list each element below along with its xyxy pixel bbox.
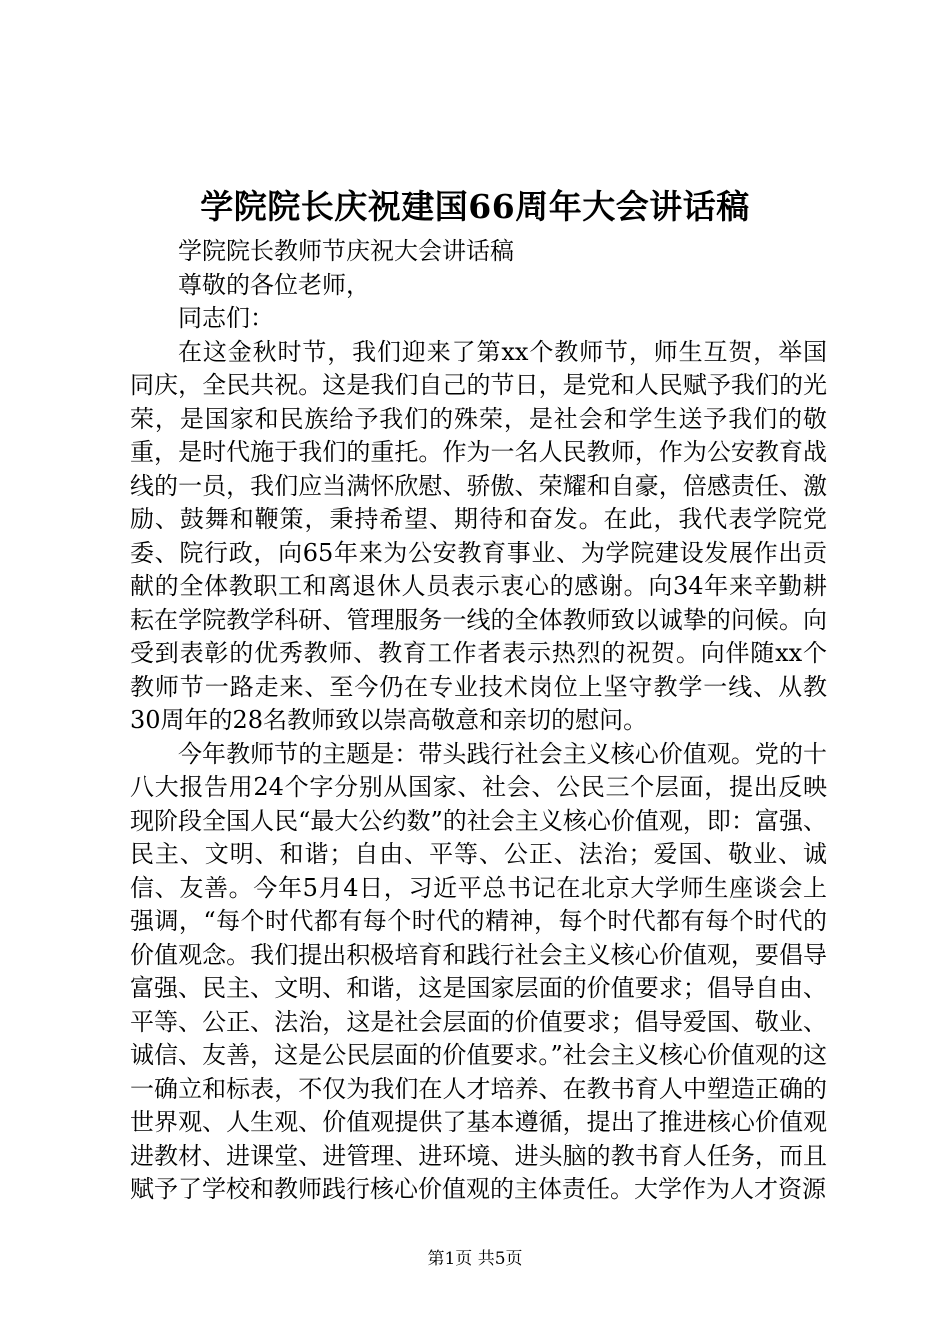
page-footer: 第1页 共5页	[427, 1249, 523, 1269]
document-body	[130, 235, 827, 1207]
body-paragraph: 今年教师节的主题是：带头践行社会主义核心价值观。党的十八大报告用24个字分别从国家、社会、公民三个层面，提出反映现阶段全国人民“最大公约数”的社会主义核心价值观，即：富强、民主、文明、和谐；自由、平等、公正、法治；爱国、敬业、诚信、友善。今年5月4日，习近平总书记在北京大学师生座谈会上强调，“每个时代都有每个时代的精神，每个时代都有每个时代的价值观念。我们提出积极培育和践行社会主义核心价值观，要倡导富强、民主、文明、和谐，这是国家层面的价值要求；倡导自由、平等、公正、法治，这是社会层面的价值要求；倡导爱国、敬业、诚信、友善，这是公民层面的价值要求。”社会主义核心价值观的这一确立和标表，不仅为我们在人才培养、在教书育人中塑造正确的世界观、人生观、价值观提供了基本遵循，提出了推进核心价值观进教材、进课堂、进管理、进环境、进头脑的教书育人任务，而且赋予了学校和教师践行核心价值观的主体责任。大学作为人才资源	[130, 739, 827, 1203]
body-paragraph: 在这金秋时节，我们迎来了第xx个教师节，师生互贺，举国同庆，全民共祝。这是我们自己的节日，是党和人民赋予我们的光荣，是国家和民族给予我们的殊荣，是社会和学生送予我们的敬重，是时代施于我们的重托。作为一名人民教师，作为公安教育战线的一员，我们应当满怀欣慰、骄傲、荣耀和自豪，倍感责任、激励、鼓舞和鞭策，秉持希望、期待和奋发。在此，我代表学院党委、院行政，向65年来为公安教育事业、为学院建设发展作出贡献的全体教职工和离退休人员表示衷心的感谢。向34年来辛勤耕耘在学院教学科研、管理服务一线的全体教师致以诚挚的问候。向受到表彰的优秀教师、教育工作者表示热烈的祝贺。向伴随xx个教师节一路走来、至今仍在专业技术岗位上坚守教学一线、从教30周年的28名教师致以崇高敬意和亲切的慰问。	[130, 337, 827, 734]
document-title: 学院院长庆祝建国66周年大会讲话稿	[200, 187, 750, 226]
salutation-line: 同志们：	[178, 304, 274, 332]
salutation-line: 尊敬的各位老师，	[178, 270, 370, 299]
subtitle-line: 学院院长教师节庆祝大会讲话稿	[178, 237, 514, 265]
